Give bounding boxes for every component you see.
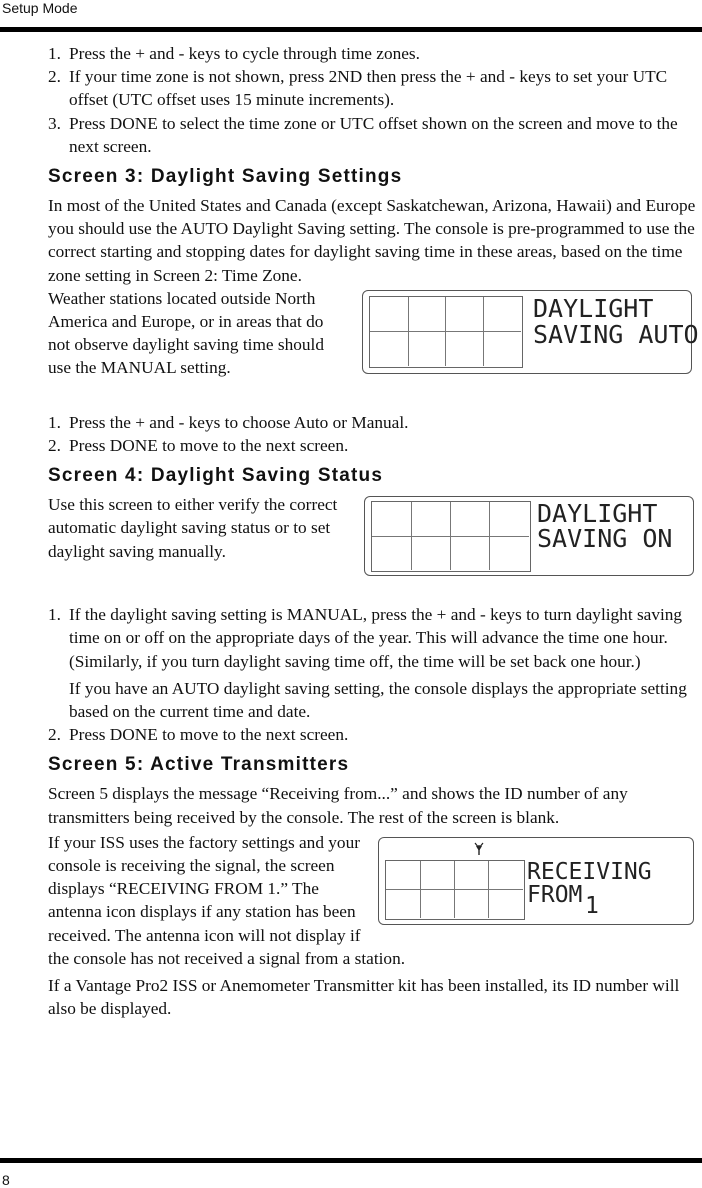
screen5-intro: Screen 5 displays the message “Receiving from...” and shows the ID number of any transmitters being received by the console. The rest of the screen is blank. [48, 784, 628, 827]
lcd-line-1: DAYLIGHT [533, 293, 654, 323]
step-text: Press DONE to move to the next screen. [69, 436, 349, 456]
step-number: 2. [48, 436, 61, 456]
list-item [48, 434, 698, 457]
lcd-display-daylight-on [364, 496, 694, 576]
screen3-heading: Screen 3: Daylight Saving Settings [48, 166, 403, 188]
header-rule [0, 27, 702, 32]
step-number: 3. [48, 113, 61, 133]
step-number: 1. [48, 44, 61, 63]
screen3-steps [48, 411, 698, 457]
screen4-heading: Screen 4: Daylight Saving Status [48, 465, 384, 487]
step-text: Press DONE to select the time zone or UTC offset shown on the screen and move to the next screen. [69, 113, 678, 156]
step-text: Press the + and - keys to cycle through time zones. [69, 44, 420, 63]
screen4-steps [48, 603, 698, 673]
step-number: 2. [48, 725, 61, 745]
page-content [48, 42, 698, 1020]
step-number: 1. [48, 605, 61, 625]
screen5-final: If a Vantage Pro2 ISS or Anemometer Transmitter kit has been installed, its ID number will also be displayed. [48, 976, 680, 1019]
lcd-display-daylight-auto [362, 290, 699, 374]
list-item [48, 42, 698, 65]
screen4-steps-continued [48, 723, 698, 746]
page-number: 8 [2, 1172, 10, 1188]
step-text: If your time zone is not shown, press 2ND then press the + and - keys to set your UTC offset (UTC offset uses 15 minute increments). [69, 67, 668, 110]
lcd-line-2: SAVING AUTO [533, 319, 699, 349]
step-number: 2. [48, 67, 61, 87]
running-header: Setup Mode [2, 0, 78, 16]
lcd-grid [385, 860, 525, 920]
list-item [48, 723, 698, 746]
step-text: If the daylight saving setting is MANUAL, press the + and - keys to turn daylight saving time on or off on the appropriate days of the year. This will advance the time one hour. (Similarly, if you turn daylight saving time off, the time will be set back one hour.) [69, 605, 683, 671]
lcd-grid [371, 501, 531, 572]
list-item [48, 411, 698, 434]
screen4-side-text: Use this screen to either verify the correct automatic daylight saving status or to set daylight saving manually. [48, 495, 338, 561]
step-number: 1. [48, 412, 61, 432]
screen5-side-text: If your ISS uses the factory settings and your console is receiving the signal, the screen displays “RECEIVING FROM 1.” The antenna icon displays if any station has been received. The antenna icon will not display if the console has not received a signal from a station. [48, 832, 406, 968]
screen2-steps [48, 42, 698, 158]
step-text: Press the + and - keys to choose Auto or Manual. [69, 412, 409, 432]
list-item [48, 112, 698, 158]
list-item [48, 603, 698, 673]
list-item [48, 65, 698, 111]
screen5-figure-row [48, 831, 698, 970]
step-text: Press DONE to move to the next screen. [69, 725, 349, 745]
screen3-side-text: Weather stations located outside North America and Europe, or in areas that do not observe daylight saving time should use the MANUAL setting. [48, 288, 324, 378]
lcd-display-receiving [378, 837, 694, 925]
lcd-line-2: FROM [527, 881, 583, 908]
footer-rule [0, 1158, 702, 1163]
lcd-line-2: SAVING ON [537, 524, 673, 554]
screen3-figure-row [48, 287, 698, 411]
lcd-grid [369, 296, 523, 368]
lcd-line-1: RECEIVING [527, 858, 652, 885]
screen5-heading: Screen 5: Active Transmitters [48, 754, 350, 776]
screen3-intro: In most of the United States and Canada (except Saskatchewan, Arizona, Hawaii) and Europe you should use the AUTO Daylight Saving setting. The console is pre-programmed to use the correct starting and stopping dates for daylight saving time in these areas, based on the time zone setting in Screen 2: Time Zone. [48, 196, 696, 285]
screen4-step1-note: If you have an AUTO daylight saving setting, the console displays the appropriate setting based on the current time and date. [69, 678, 687, 722]
lcd-line-1: DAYLIGHT [537, 499, 658, 529]
lcd-transmitter-id: 1 [585, 892, 599, 919]
antenna-icon [473, 842, 485, 856]
screen4-figure-row [48, 493, 698, 603]
